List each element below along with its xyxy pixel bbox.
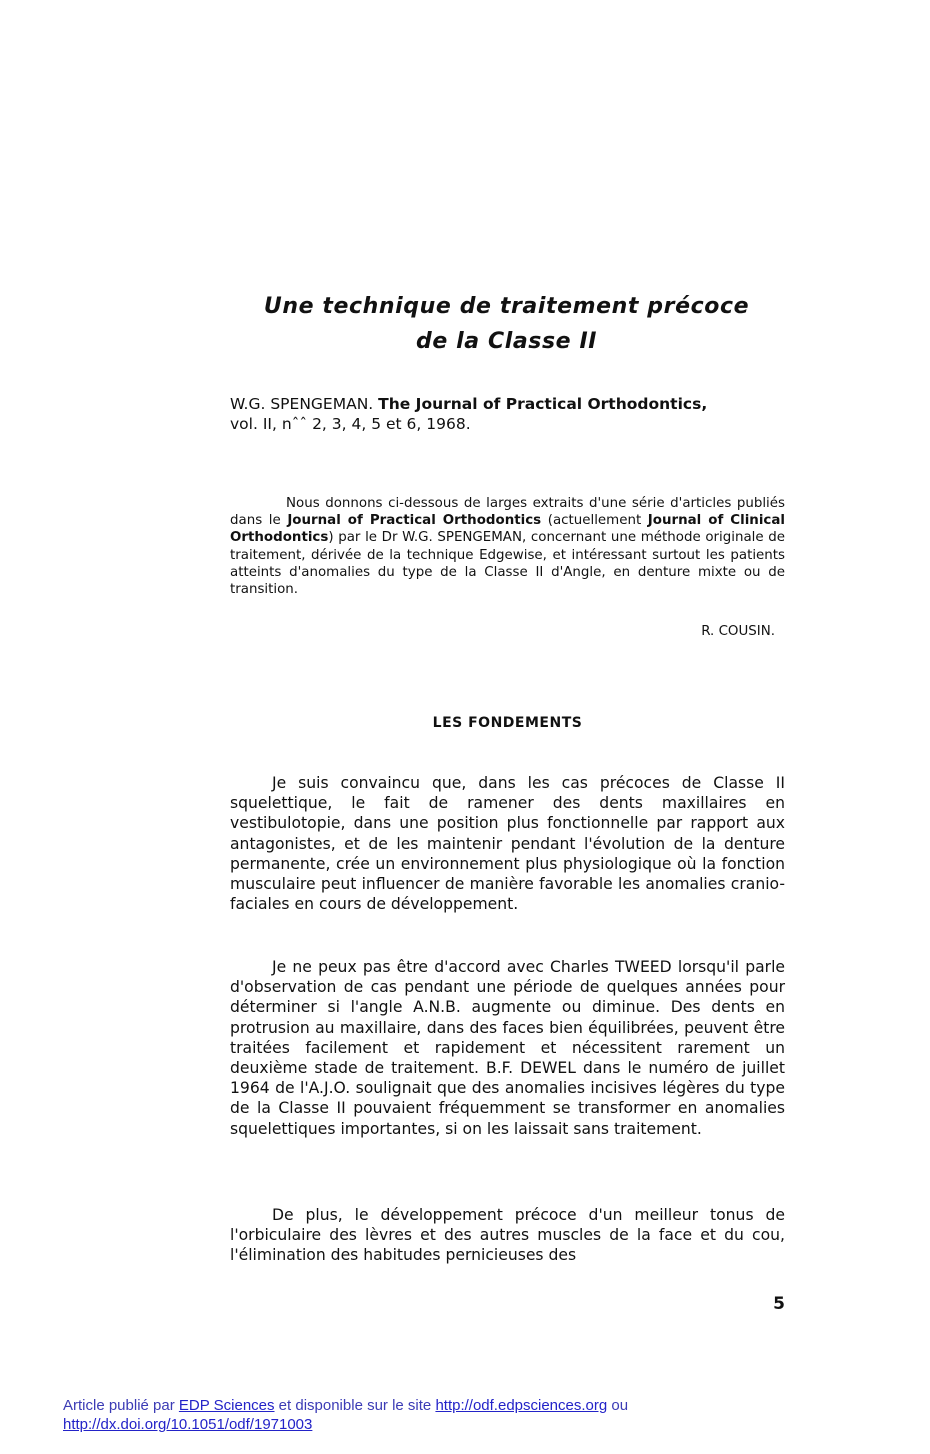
- intro-journal-2: Journal of Clinical Orthodontics: [230, 513, 785, 546]
- citation-details: vol. II, nˆˆ 2, 3, 4, 5 et 6, 1968.: [230, 415, 471, 433]
- intro-text-1: Nous donnons ci-dessous de larges extraits d'une série d'articles publiés dans le: [230, 496, 785, 529]
- journal-site-link[interactable]: http://odf.edpsciences.org: [435, 1397, 608, 1414]
- citation-author: W.G. SPENGEMAN.: [230, 395, 374, 413]
- footer-text-2: et disponible sur le site: [274, 1397, 436, 1414]
- intro-text-3: ) par le Dr W.G. SPENGEMAN, concernant une méthode originale de traitement, dérivée de la technique Edgewise, et intéressant surtout les patients atteints d'anomalies du type de la Classe II d'Angle, en denture mixte ou de transition.: [230, 530, 785, 598]
- citation-journal: The Journal of Practical Orthodontics,: [378, 395, 708, 413]
- citation: [230, 394, 790, 434]
- intro-journal-1: Journal of Practical Orthodontics: [287, 513, 542, 529]
- body-paragraph-2: Je ne peux pas être d'accord avec Charles TWEED lorsqu'il parle d'observation de cas pendant une période de quelques années pour déterminer si l'angle A.N.B. augmente ou diminue. Des dents en protrusion au maxillaire, dans des faces bien équilibrées, peuvent être traitées facilement et rapidement et nécessitent rarement un deuxième stade de traitement. B.F. DEWEL dans le numéro de juillet 1964 de l'A.J.O. soulignait que des anomalies incisives légères du type de la Classe II pouvaient fréquemment se transformer en anomalies squelettiques importantes, si on les laissait sans traitement.: [230, 958, 785, 1138]
- body-paragraph-1: Je suis convaincu que, dans les cas précoces de Classe II squelettique, le fait de ramener des dents maxillaires en vestibulotopie, dans une position plus fonctionnelle par rapport aux antagonistes, et de les maintenir pendant l'évolution de la denture permanente, crée un environnement plus physiologique où la fonction musculaire peut influencer de manière favorable les anomalies cranio-faciales en cours de développement.: [230, 774, 785, 914]
- footer-text-3: ou: [607, 1397, 629, 1414]
- article-title-line-2: de la Classe II: [415, 329, 598, 354]
- article-title: [228, 289, 785, 359]
- footer-text-1: Article publié par: [63, 1397, 179, 1414]
- intro-text-2: (actuellement: [541, 513, 648, 529]
- edp-sciences-link[interactable]: EDP Sciences: [178, 1397, 275, 1414]
- publisher-footer: [63, 1396, 923, 1434]
- doi-link[interactable]: http://dx.doi.org/10.1051/odf/1971003: [63, 1416, 313, 1433]
- editor-intro: [230, 495, 785, 598]
- page-number: 5: [773, 1294, 785, 1314]
- article-title-line-1: Une technique de traitement précoce: [263, 294, 750, 319]
- section-heading: LES FONDEMENTS: [432, 715, 583, 731]
- intro-signature: R. COUSIN.: [701, 624, 775, 639]
- body-paragraph-3: De plus, le développement précoce d'un meilleur tonus de l'orbiculaire des lèvres et des autres muscles de la face et du cou, l'élimination des habitudes pernicieuses des: [230, 1206, 785, 1265]
